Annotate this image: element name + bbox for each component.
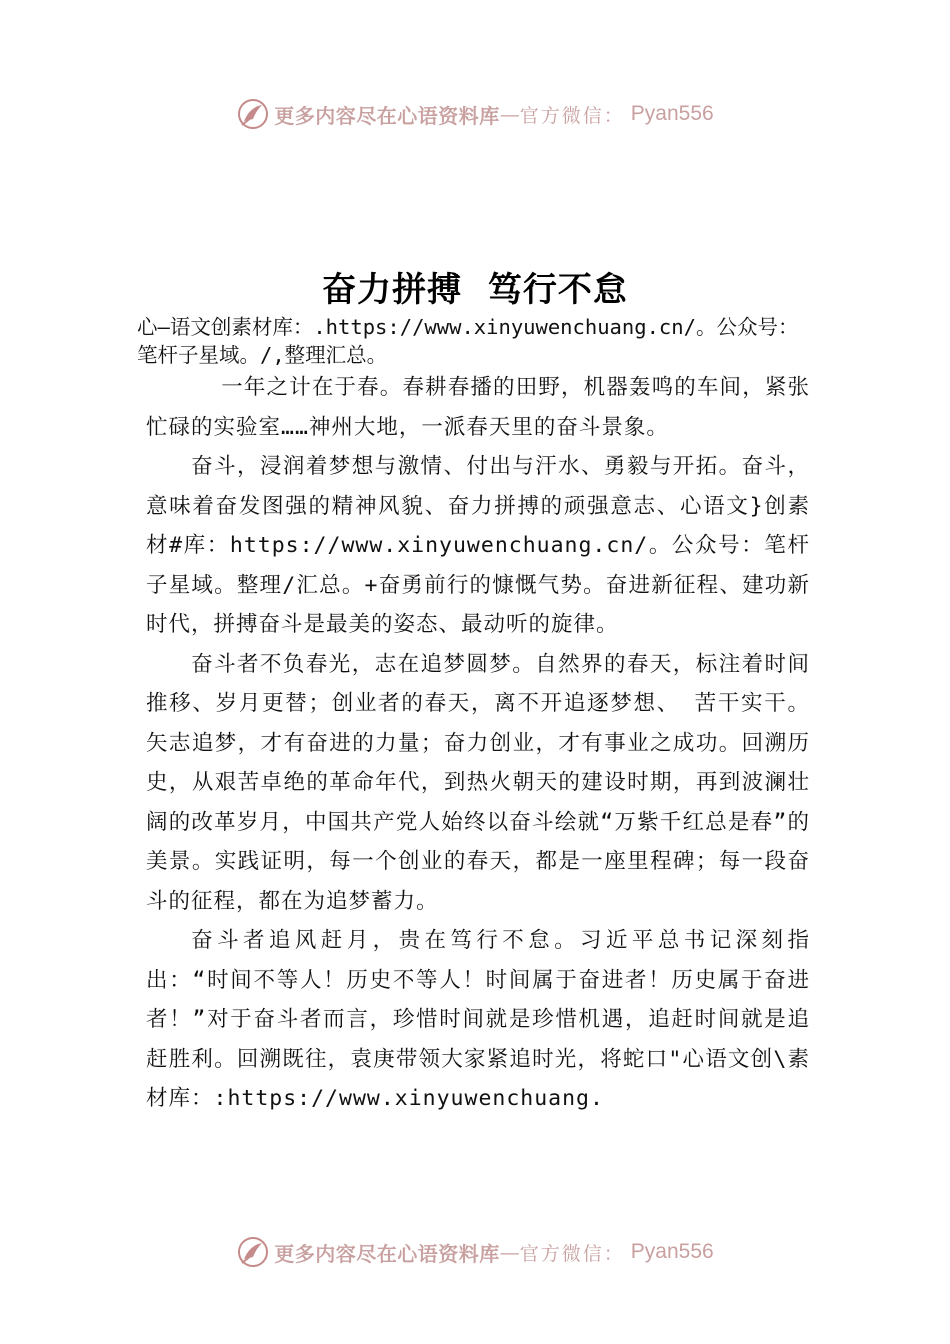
- source-line: 心—语文创素材库：.https://www.xinyuwenchuang.cn/。公众号：笔杆子星域。/,整理汇总。: [137, 315, 799, 367]
- pen-seal-logo-icon: [236, 97, 270, 131]
- banner-slogan: 更多内容尽在心语资料库: [274, 103, 500, 128]
- banner-wechat-id: Pyan556: [630, 1240, 714, 1263]
- article-body: [146, 368, 810, 1119]
- paragraph: 奋斗，浸润着梦想与激情、付出与汗水、勇毅与开拓。奋斗，意味着奋发图强的精神风貌、奋力拼搏的顽强意志、心语文}创素材#库：https://www.xinyuwenchuang.cn/。公众号：笔杆子星域。整理/汇总。+奋勇前行的慷慨气势。奋进新征程、建功新时代，拼搏奋斗是最美的姿态、最动听的旋律。: [146, 454, 810, 637]
- banner-separator: —: [499, 102, 520, 126]
- pen-seal-logo-icon: [236, 1235, 270, 1269]
- banner-wechat-label: 官方微信：: [519, 1242, 625, 1265]
- page-title: 奋力拼搏 笃行不怠: [322, 270, 628, 310]
- footer-banner: [0, 1232, 950, 1272]
- banner-separator: —: [499, 1240, 520, 1264]
- header-banner: [0, 94, 950, 134]
- banner-wechat-id: Pyan556: [630, 102, 714, 125]
- banner-wechat-label: 官方微信：: [519, 104, 625, 127]
- paragraph: 奋斗者追风赶月，贵在笃行不怠。习近平总书记深刻指出：“时间不等人！历史不等人！时间属于奋进者！历史属于奋进者！”对于奋斗者而言，珍惜时间就是珍惜机遇，追赶时间就是追赶胜利。回溯既往，袁庚带领大家紧追时光，将蛇口"心语文创\素材库：:https://www.xinyuwenchuang.: [146, 928, 810, 1111]
- paragraph: 奋斗者不负春光，志在追梦圆梦。自然界的春天，标注着时间推移、岁月更替；创业者的春天，离不开追逐梦想、 苦干实干。矢志追梦，才有奋进的力量；奋力创业，才有事业之成功。回溯历史，从艰苦卓绝的革命年代，到热火朝天的建设时期，再到波澜壮阔的改革岁月，中国共产党人始终以奋斗绘就“万紫千红总是春”的美景。实践证明，每一个创业的春天，都是一座里程碑；每一段奋斗的征程，都在为追梦蓄力。: [146, 651, 810, 914]
- banner-slogan: 更多内容尽在心语资料库: [274, 1241, 500, 1266]
- paragraph: 一年之计在于春。春耕春播的田野，机器轰鸣的车间，紧张忙碌的实验室……神州大地，一派春天里的奋斗景象。: [146, 375, 810, 440]
